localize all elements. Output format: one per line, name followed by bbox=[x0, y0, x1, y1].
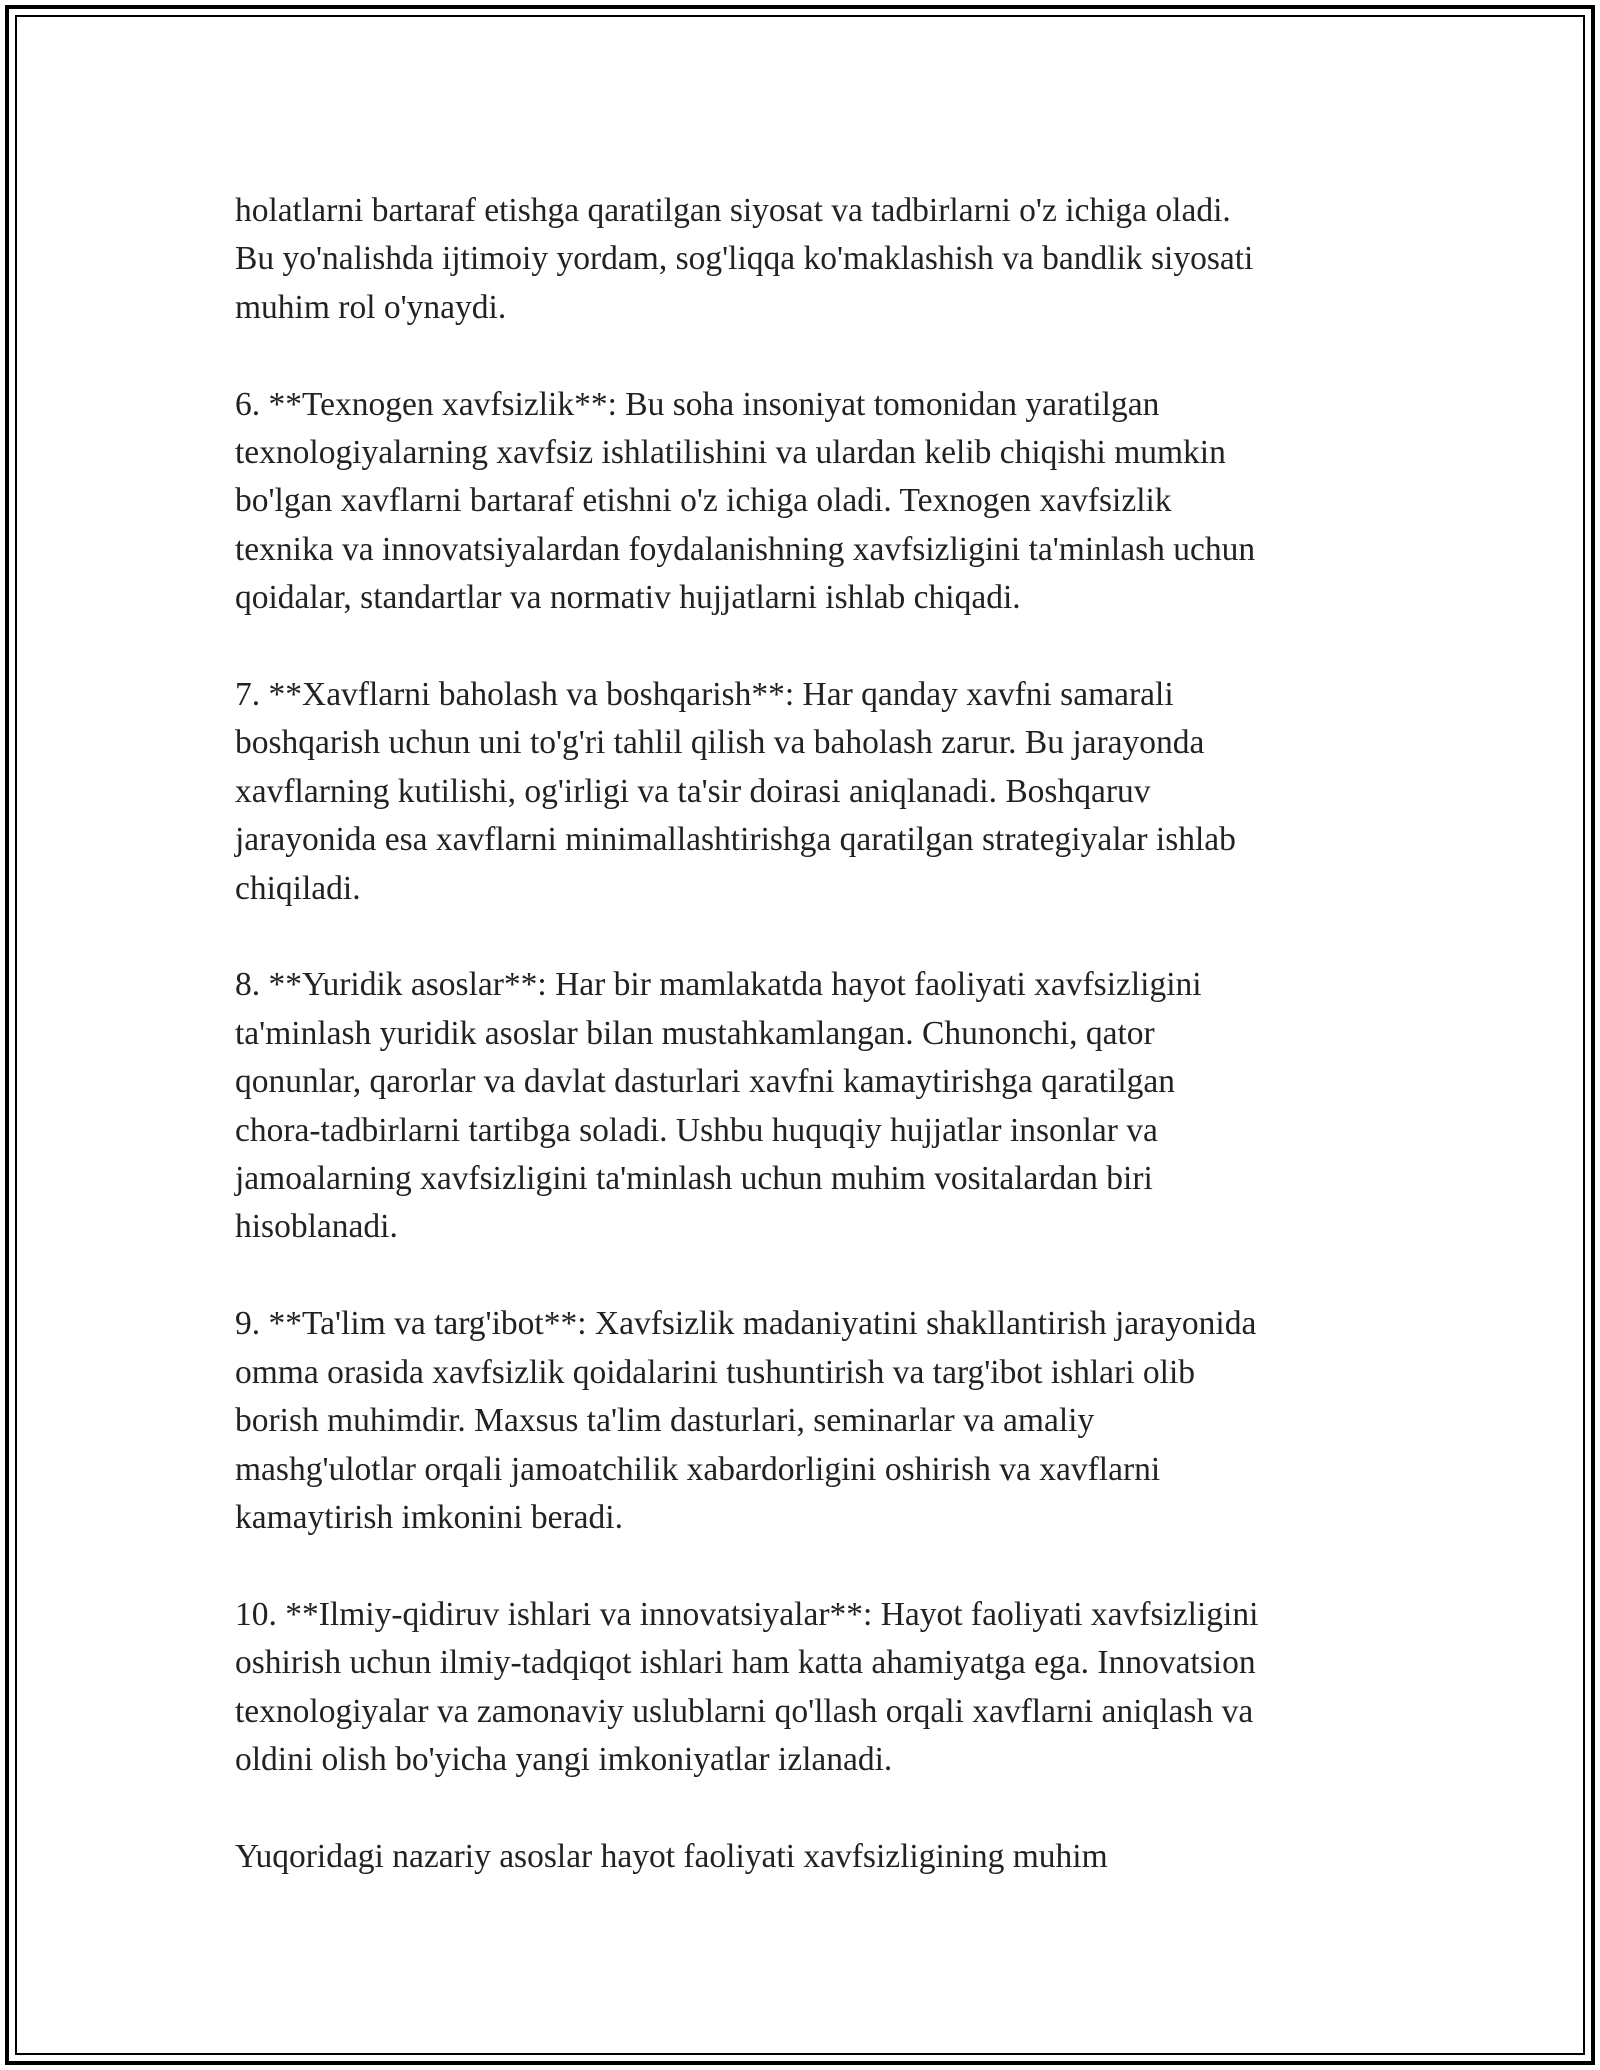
document-body bbox=[235, 187, 1375, 1881]
text-line: chora-tadbirlarni tartibga soladi. Ushbu huquqiy hujjatlar insonlar va bbox=[235, 1111, 1158, 1149]
paragraph-item-9 bbox=[235, 1300, 1375, 1542]
paragraph-item-8 bbox=[235, 961, 1375, 1251]
text-line: holatlarni bartaraf etishga qaratilgan siyosat va tadbirlarni o'z ichiga oladi. bbox=[235, 192, 1231, 229]
text-line: borish muhimdir. Maxsus ta'lim dasturlari, seminarlar va amaliy bbox=[235, 1402, 1095, 1440]
text-line: 6. **Texnogen xavfsizlik**: Bu soha insoniyat tomonidan yaratilgan bbox=[235, 385, 1160, 423]
text-line: texnologiyalar va zamonaviy uslublarni qo'llash orqali xavflarni aniqlash va bbox=[235, 1692, 1254, 1730]
paragraph-item-7 bbox=[235, 671, 1375, 913]
text-line: kamaytirish imkonini beradi. bbox=[235, 1498, 623, 1536]
paragraph-item-6 bbox=[235, 381, 1375, 623]
text-line: 10. **Ilmiy-qidiruv ishlari va innovatsiyalar**: Hayot faoliyati xavfsizligini bbox=[235, 1595, 1259, 1633]
text-line: bo'lgan xavflarni bartaraf etishni o'z ichiga oladi. Texnogen xavfsizlik bbox=[235, 482, 1172, 520]
text-line: hisoblanadi. bbox=[235, 1208, 398, 1246]
text-line: omma orasida xavfsizlik qoidalarini tushuntirish va targ'ibot ishlari olib bbox=[235, 1353, 1196, 1391]
paragraph-conclusion bbox=[235, 1833, 1375, 1881]
text-line: mashg'ulotlar orqali jamoatchilik xabardorligini oshirish va xavflarni bbox=[235, 1450, 1161, 1488]
paragraph-item-10 bbox=[235, 1591, 1375, 1785]
text-line: texnologiyalarning xavfsiz ishlatilishini va ulardan kelib chiqishi mumkin bbox=[235, 434, 1226, 472]
text-line: oldini olish bo'yicha yangi imkoniyatlar izlanadi. bbox=[235, 1740, 893, 1778]
text-line: qoidalar, standartlar va normativ hujjatlarni ishlab chiqadi. bbox=[235, 579, 1021, 617]
text-line: boshqarish uchun uni to'g'ri tahlil qilish va baholash zarur. Bu jarayonda bbox=[235, 724, 1205, 762]
paragraph-intro bbox=[235, 187, 1375, 332]
text-line: Yuqoridagi nazariy asoslar hayot faoliyati xavfsizligining muhim bbox=[235, 1837, 1108, 1875]
text-line: chiqiladi. bbox=[235, 869, 361, 907]
text-line: jamoalarning xavfsizligini ta'minlash uchun muhim vositalardan biri bbox=[235, 1160, 1153, 1198]
text-line: qonunlar, qarorlar va davlat dasturlari xavfni kamaytirishga qaratilgan bbox=[235, 1063, 1176, 1101]
text-line: texnika va innovatsiyalardan foydalanishning xavfsizligini ta'minlash uchun bbox=[235, 530, 1256, 568]
text-line: jarayonida esa xavflarni minimallashtirishga qaratilgan strategiyalar ishlab bbox=[235, 821, 1236, 859]
text-line: ta'minlash yuridik asoslar bilan mustahkamlangan. Chunonchi, qator bbox=[235, 1014, 1155, 1052]
text-line: xavflarning kutilishi, og'irligi va ta'sir doirasi aniqlanadi. Boshqaruv bbox=[235, 772, 1151, 810]
text-line: 7. **Xavflarni baholash va boshqarish**: Har qanday xavfni samarali bbox=[235, 676, 1174, 714]
text-line: muhim rol o'ynaydi. bbox=[235, 288, 507, 326]
text-line: 9. **Ta'lim va targ'ibot**: Xavfsizlik madaniyatini shakllantirish jarayonida bbox=[235, 1305, 1257, 1343]
text-line: 8. **Yuridik asoslar**: Har bir mamlakatda hayot faoliyati xavfsizligini bbox=[235, 966, 1202, 1004]
text-line: oshirish uchun ilmiy-tadqiqot ishlari ham katta ahamiyatga ega. Innovatsion bbox=[235, 1644, 1256, 1682]
text-line: Bu yo'nalishda ijtimoiy yordam, sog'liqqa ko'maklashish va bandlik siyosati bbox=[235, 240, 1254, 278]
